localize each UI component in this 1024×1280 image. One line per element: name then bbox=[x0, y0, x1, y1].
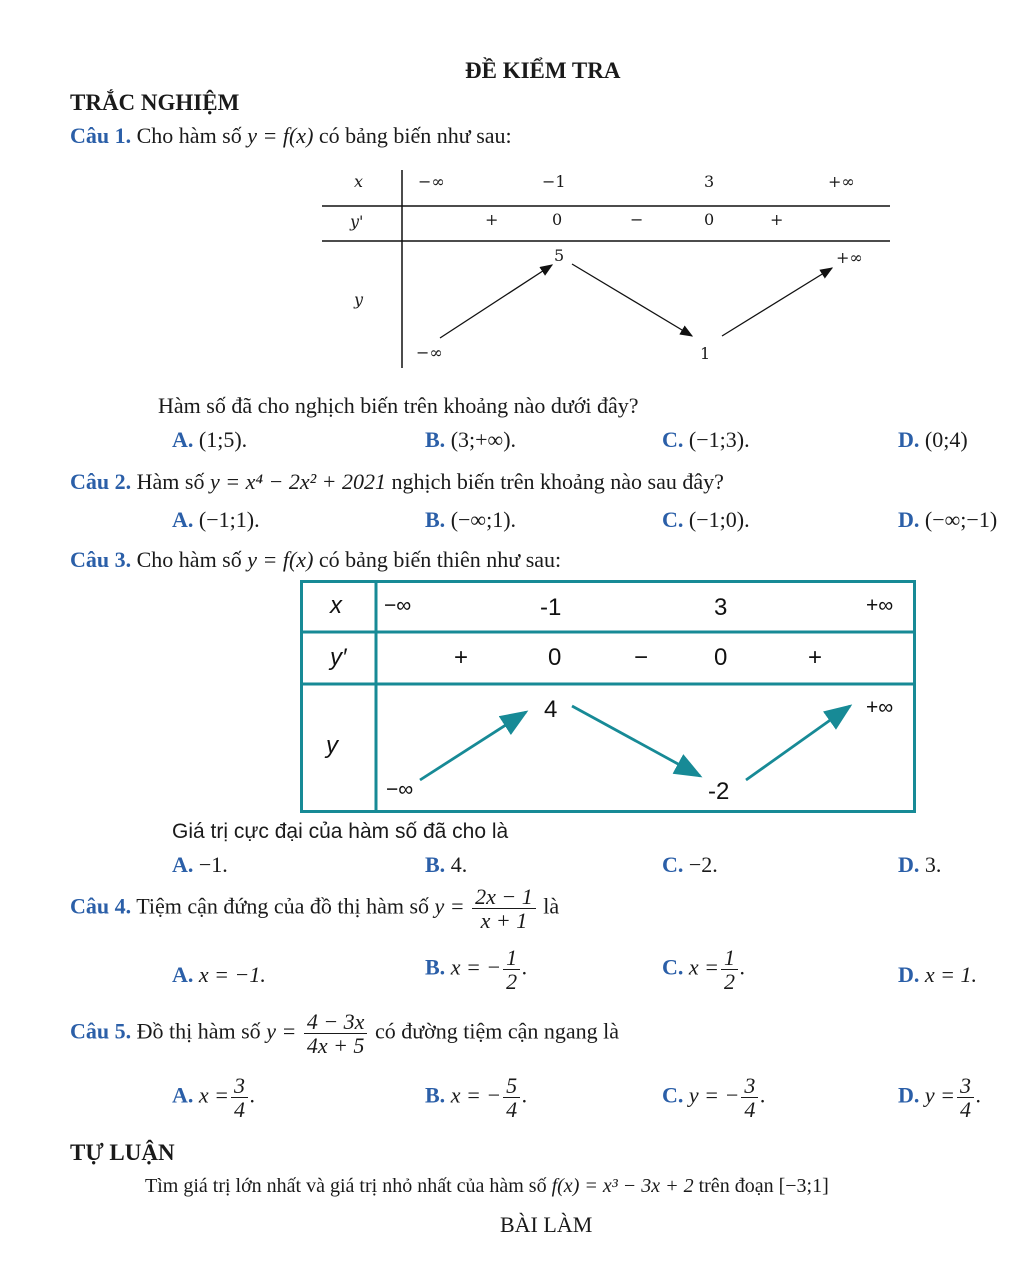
option-text: . bbox=[740, 954, 746, 980]
option-text: x = −1. bbox=[198, 962, 266, 987]
option-text: −1. bbox=[198, 852, 228, 877]
x-value: −∞ bbox=[384, 594, 412, 617]
y-label: y bbox=[326, 732, 338, 759]
option-text: (0;4) bbox=[924, 427, 968, 452]
fraction bbox=[304, 1010, 368, 1057]
table-lines bbox=[320, 168, 895, 373]
denominator: 4 bbox=[506, 1097, 518, 1123]
option-text: (3;+∞). bbox=[450, 427, 517, 452]
option-text: 4. bbox=[450, 852, 468, 877]
option-d bbox=[898, 852, 941, 878]
y-value: 1 bbox=[700, 344, 711, 363]
option-text: (−∞;1). bbox=[450, 507, 517, 532]
y-label: y bbox=[354, 290, 364, 309]
y-value: -2 bbox=[708, 778, 730, 805]
question-5 bbox=[70, 1010, 619, 1057]
numerator: 3 bbox=[231, 1074, 248, 1098]
x-label: x bbox=[330, 592, 342, 619]
numerator: 1 bbox=[503, 946, 520, 970]
derivative-sign: 0 bbox=[704, 210, 715, 229]
denominator: x + 1 bbox=[480, 908, 528, 934]
derivative-sign: − bbox=[634, 644, 649, 671]
y-value: +∞ bbox=[836, 248, 863, 267]
question-text: trên đoạn bbox=[698, 1175, 774, 1197]
option-letter: B. bbox=[425, 1082, 446, 1108]
x-value: -1 bbox=[540, 594, 562, 621]
y-value: +∞ bbox=[866, 696, 894, 719]
derivative-sign: + bbox=[454, 644, 469, 671]
fraction bbox=[741, 1074, 758, 1121]
option-text: x = bbox=[688, 954, 720, 980]
derivative-sign: 0 bbox=[714, 644, 728, 671]
option-b bbox=[425, 1074, 528, 1121]
variation-table-1 bbox=[320, 168, 895, 373]
numerator: 4 − 3x bbox=[304, 1010, 368, 1034]
denominator: 4 bbox=[744, 1097, 756, 1123]
question-3 bbox=[70, 547, 561, 573]
question-label: Câu 3. bbox=[70, 547, 132, 572]
question-text: có bảng biến như sau: bbox=[318, 123, 512, 148]
option-letter: B. bbox=[425, 852, 446, 877]
option-letter: A. bbox=[172, 1082, 194, 1108]
yprime-label: y' bbox=[350, 212, 364, 231]
option-a bbox=[172, 962, 266, 988]
denominator: 4 bbox=[234, 1097, 246, 1123]
option-text: (1;5). bbox=[198, 427, 248, 452]
x-value: +∞ bbox=[866, 594, 894, 617]
section-essay: TỰ LUẬN bbox=[70, 1140, 175, 1165]
variation-table-2 bbox=[300, 580, 918, 816]
page-title: ĐỀ KIỂM TRA bbox=[465, 58, 621, 83]
question-1 bbox=[70, 123, 512, 149]
derivative-sign: 0 bbox=[552, 210, 563, 229]
fraction bbox=[957, 1074, 974, 1121]
option-letter: D. bbox=[898, 1082, 920, 1108]
option-letter: B. bbox=[425, 507, 446, 532]
option-c bbox=[662, 507, 750, 533]
option-b bbox=[425, 507, 516, 533]
arrow-increasing bbox=[722, 268, 832, 336]
option-a bbox=[172, 1074, 256, 1121]
denominator: 4 bbox=[960, 1097, 972, 1123]
option-letter: C. bbox=[662, 1082, 684, 1108]
derivative-sign: + bbox=[485, 210, 499, 229]
option-b bbox=[425, 946, 528, 993]
option-text: x = − bbox=[450, 1082, 502, 1108]
option-letter: A. bbox=[172, 507, 194, 532]
option-c bbox=[662, 946, 746, 993]
y-value: −∞ bbox=[416, 343, 443, 362]
y-value: 4 bbox=[544, 696, 558, 723]
option-letter: A. bbox=[172, 852, 194, 877]
fraction bbox=[231, 1074, 248, 1121]
option-d bbox=[898, 427, 968, 453]
question-4 bbox=[70, 885, 559, 932]
question-text: Cho hàm số bbox=[136, 123, 242, 148]
option-text: . bbox=[250, 1082, 256, 1108]
x-value: +∞ bbox=[828, 172, 855, 191]
y-value: 5 bbox=[554, 246, 565, 265]
arrow-increasing bbox=[440, 265, 552, 338]
option-text: . bbox=[522, 1082, 528, 1108]
derivative-sign: 0 bbox=[548, 644, 562, 671]
option-letter: B. bbox=[425, 427, 446, 452]
denominator: 2 bbox=[506, 969, 518, 995]
option-letter: D. bbox=[898, 507, 920, 532]
arrow-decreasing bbox=[572, 264, 692, 336]
arrow-decreasing bbox=[572, 706, 700, 776]
question-text: Tiệm cận đứng của đồ thị hàm số bbox=[136, 893, 430, 919]
yprime-label: y′ bbox=[330, 644, 347, 671]
option-letter: D. bbox=[898, 962, 920, 987]
option-text: (−1;3). bbox=[688, 427, 750, 452]
section-multiple-choice: TRẮC NGHIỆM bbox=[70, 90, 240, 115]
question-text: Cho hàm số bbox=[136, 547, 242, 572]
option-text: y = bbox=[924, 1082, 956, 1108]
question-text: Hàm số bbox=[136, 469, 205, 494]
question-label: Câu 4. bbox=[70, 893, 132, 919]
derivative-sign: − bbox=[630, 210, 644, 229]
derivative-sign: + bbox=[770, 210, 784, 229]
fraction bbox=[503, 1074, 520, 1121]
option-letter: C. bbox=[662, 852, 684, 877]
numerator: 3 bbox=[957, 1074, 974, 1098]
formula-lhs: y = bbox=[266, 1018, 297, 1044]
formula: y = f(x) bbox=[247, 547, 314, 572]
derivative-sign: + bbox=[808, 644, 823, 671]
x-value: 3 bbox=[704, 172, 715, 191]
option-text: . bbox=[760, 1082, 766, 1108]
formula: y = f(x) bbox=[247, 123, 314, 148]
question-text: có đường tiệm cận ngang là bbox=[374, 1018, 620, 1044]
option-text: (−1;1). bbox=[198, 507, 260, 532]
fraction bbox=[721, 946, 738, 993]
option-text: −2. bbox=[688, 852, 718, 877]
question-2 bbox=[70, 469, 724, 495]
numerator: 1 bbox=[721, 946, 738, 970]
essay-question bbox=[145, 1175, 829, 1198]
question-text: Tìm giá trị lớn nhất và giá trị nhỏ nhất của hàm số bbox=[145, 1175, 547, 1197]
fraction bbox=[503, 946, 520, 993]
option-a bbox=[172, 507, 260, 533]
numerator: 5 bbox=[503, 1074, 520, 1098]
option-text: x = 1. bbox=[924, 962, 978, 987]
formula: y = x⁴ − 2x² + 2021 bbox=[209, 469, 387, 494]
option-text: . bbox=[522, 954, 528, 980]
option-text: . bbox=[976, 1082, 982, 1108]
option-c bbox=[662, 427, 750, 453]
question-text: là bbox=[543, 893, 560, 919]
formula: f(x) = x³ − 3x + 2 bbox=[551, 1175, 694, 1197]
question-label: Câu 5. bbox=[70, 1018, 132, 1044]
numerator: 3 bbox=[741, 1074, 758, 1098]
option-letter: A. bbox=[172, 427, 194, 452]
denominator: 2 bbox=[724, 969, 736, 995]
option-c bbox=[662, 1074, 766, 1121]
question-label: Câu 1. bbox=[70, 123, 132, 148]
question-text: Đồ thị hàm số bbox=[136, 1018, 261, 1044]
arrow-increasing bbox=[746, 706, 850, 780]
option-d bbox=[898, 507, 997, 533]
answer-heading: BÀI LÀM bbox=[500, 1212, 593, 1237]
x-value: −∞ bbox=[418, 172, 445, 191]
option-a bbox=[172, 427, 247, 453]
option-letter: C. bbox=[662, 507, 684, 532]
option-letter: C. bbox=[662, 427, 684, 452]
question-prompt: Giá trị cực đại của hàm số đã cho là bbox=[172, 820, 509, 843]
option-letter: C. bbox=[662, 954, 684, 980]
option-b bbox=[425, 852, 467, 878]
option-text: (−∞;−1) bbox=[924, 507, 998, 532]
option-text: x = bbox=[198, 1082, 230, 1108]
question-label: Câu 2. bbox=[70, 469, 132, 494]
option-d bbox=[898, 1074, 982, 1121]
option-b bbox=[425, 427, 516, 453]
denominator: 4x + 5 bbox=[306, 1033, 365, 1059]
option-text: x = − bbox=[450, 954, 502, 980]
option-a bbox=[172, 852, 228, 878]
option-letter: B. bbox=[425, 954, 446, 980]
x-label: x bbox=[354, 172, 364, 191]
option-text: (−1;0). bbox=[688, 507, 750, 532]
formula-lhs: y = bbox=[434, 893, 465, 919]
question-text: nghịch biến trên khoảng nào sau đây? bbox=[391, 469, 724, 494]
x-value: 3 bbox=[714, 594, 728, 621]
question-text: có bảng biến thiên như sau: bbox=[318, 547, 562, 572]
option-letter: A. bbox=[172, 962, 194, 987]
option-letter: D. bbox=[898, 427, 920, 452]
y-value: −∞ bbox=[386, 778, 414, 801]
option-c bbox=[662, 852, 718, 878]
option-d bbox=[898, 962, 977, 988]
fraction bbox=[472, 885, 536, 932]
arrow-increasing bbox=[420, 712, 526, 780]
option-text: 3. bbox=[924, 852, 942, 877]
question-prompt: Hàm số đã cho nghịch biến trên khoảng nào dưới đây? bbox=[158, 393, 639, 418]
interval: [−3;1] bbox=[778, 1175, 829, 1197]
option-text: y = − bbox=[688, 1082, 740, 1108]
x-value: −1 bbox=[542, 172, 566, 191]
option-letter: D. bbox=[898, 852, 920, 877]
numerator: 2x − 1 bbox=[472, 885, 536, 909]
